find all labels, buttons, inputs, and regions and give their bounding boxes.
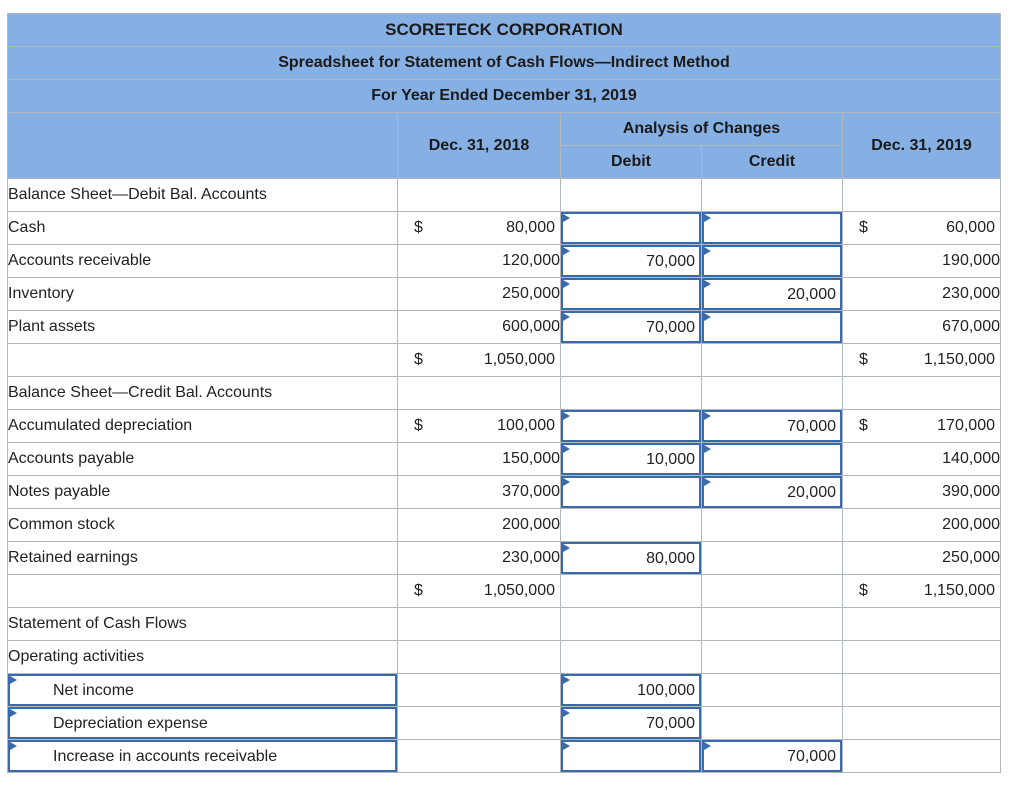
dollar-sign: $ — [859, 417, 868, 434]
end-balance: 230,000 — [843, 278, 1001, 311]
dollar-sign: $ — [414, 417, 423, 434]
header-period-row — [8, 80, 1001, 113]
total-begin: 1,050,000 — [483, 582, 555, 599]
debit-input[interactable] — [561, 476, 702, 509]
row-label: Plant assets — [8, 311, 398, 344]
credit-input[interactable] — [702, 212, 843, 245]
section-title: Statement of Cash Flows — [8, 608, 398, 641]
header-title-row — [8, 47, 1001, 80]
begin-balance: 150,000 — [398, 443, 561, 476]
end-balance: 140,000 — [843, 443, 1001, 476]
dollar-sign: $ — [414, 219, 423, 236]
end-balance: 190,000 — [843, 245, 1001, 278]
credit-input[interactable]: 70,000 — [702, 410, 843, 443]
begin-balance: 100,000 — [497, 417, 555, 434]
row-label: Accounts receivable — [8, 245, 398, 278]
header-company-row — [8, 14, 1001, 47]
row-label: Cash — [8, 212, 398, 245]
table-row — [8, 707, 1001, 740]
debit-input[interactable]: 70,000 — [561, 707, 702, 740]
dollar-sign: $ — [414, 582, 423, 599]
col-header-credit: Credit — [702, 146, 843, 179]
total-row — [8, 344, 1001, 377]
begin-balance: 80,000 — [506, 219, 555, 236]
table-row — [8, 740, 1001, 773]
table-row — [8, 542, 1001, 575]
sheet-title: Spreadsheet for Statement of Cash Flows—Indirect Method — [8, 47, 1001, 80]
debit-input[interactable] — [561, 212, 702, 245]
row-label: Accounts payable — [8, 443, 398, 476]
total-begin: 1,050,000 — [483, 351, 555, 368]
dollar-sign: $ — [414, 351, 423, 368]
end-balance: 200,000 — [843, 509, 1001, 542]
row-label: Inventory — [8, 278, 398, 311]
total-row — [8, 575, 1001, 608]
col-header-debit: Debit — [561, 146, 702, 179]
begin-balance: 200,000 — [398, 509, 561, 542]
begin-balance: 250,000 — [398, 278, 561, 311]
total-end: 1,150,000 — [923, 351, 995, 368]
company-name: SCORETECK CORPORATION — [8, 14, 1001, 47]
cash-flow-spreadsheet — [7, 13, 1001, 773]
label-input[interactable]: Increase in accounts receivable — [8, 740, 398, 773]
table-row — [8, 311, 1001, 344]
debit-input[interactable]: 100,000 — [561, 674, 702, 707]
label-input[interactable]: Depreciation expense — [8, 707, 398, 740]
begin-balance: 120,000 — [398, 245, 561, 278]
end-balance: 170,000 — [937, 417, 995, 434]
debit-input[interactable] — [561, 740, 702, 773]
row-label: Accumulated depreciation — [8, 410, 398, 443]
end-balance: 60,000 — [946, 219, 995, 236]
section-title-row — [8, 377, 1001, 410]
row-label: Retained earnings — [8, 542, 398, 575]
end-balance: 390,000 — [843, 476, 1001, 509]
credit-input[interactable] — [702, 311, 843, 344]
credit-input[interactable] — [702, 245, 843, 278]
table-row — [8, 443, 1001, 476]
table-row — [8, 509, 1001, 542]
row-label: Common stock — [8, 509, 398, 542]
credit-input[interactable] — [702, 443, 843, 476]
table-row — [8, 476, 1001, 509]
table-row — [8, 674, 1001, 707]
row-label: Notes payable — [8, 476, 398, 509]
end-balance: 250,000 — [843, 542, 1001, 575]
debit-input[interactable]: 10,000 — [561, 443, 702, 476]
sheet-period: For Year Ended December 31, 2019 — [8, 80, 1001, 113]
col-header-end: Dec. 31, 2019 — [843, 113, 1001, 179]
subsection-title: Operating activities — [8, 641, 398, 674]
subsection-row — [8, 641, 1001, 674]
col-header-begin: Dec. 31, 2018 — [398, 113, 561, 179]
dollar-sign: $ — [859, 219, 868, 236]
section-title: Balance Sheet—Credit Bal. Accounts — [8, 377, 398, 410]
header-blank — [8, 113, 398, 179]
label-input[interactable]: Net income — [8, 674, 398, 707]
dollar-sign: $ — [859, 351, 868, 368]
section-title: Balance Sheet—Debit Bal. Accounts — [8, 179, 398, 212]
total-end: 1,150,000 — [923, 582, 995, 599]
section-title-row — [8, 179, 1001, 212]
dollar-sign: $ — [859, 582, 868, 599]
debit-input[interactable] — [561, 410, 702, 443]
table-row — [8, 278, 1001, 311]
credit-input[interactable]: 20,000 — [702, 278, 843, 311]
debit-input[interactable]: 70,000 — [561, 245, 702, 278]
table-row — [8, 410, 1001, 443]
col-header-analysis: Analysis of Changes — [561, 113, 843, 146]
section-title-row — [8, 608, 1001, 641]
begin-balance: 370,000 — [398, 476, 561, 509]
header-columns-row — [8, 113, 1001, 146]
debit-input[interactable]: 70,000 — [561, 311, 702, 344]
debit-input[interactable]: 80,000 — [561, 542, 702, 575]
credit-input[interactable]: 20,000 — [702, 476, 843, 509]
debit-input[interactable] — [561, 278, 702, 311]
begin-balance: 600,000 — [398, 311, 561, 344]
table-row — [8, 245, 1001, 278]
begin-balance: 230,000 — [398, 542, 561, 575]
credit-input[interactable]: 70,000 — [702, 740, 843, 773]
table-row — [8, 212, 1001, 245]
end-balance: 670,000 — [843, 311, 1001, 344]
